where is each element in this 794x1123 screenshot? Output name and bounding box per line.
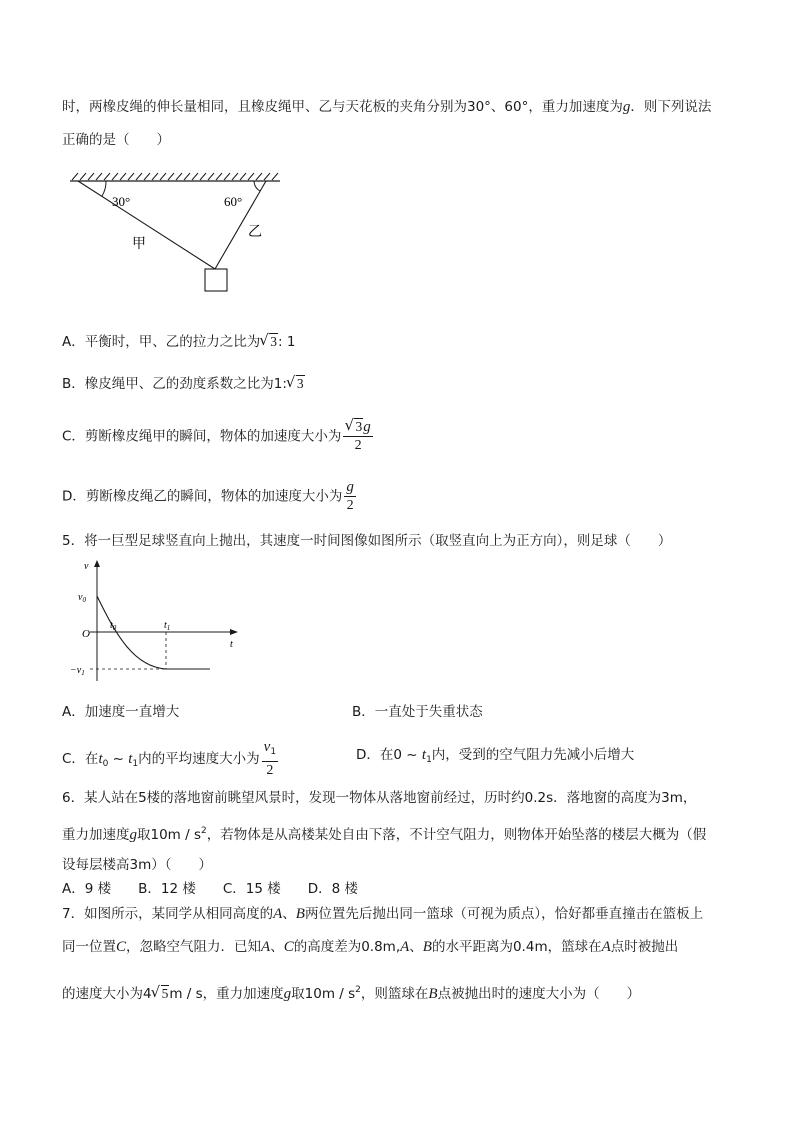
rope-yi-label: 乙 — [248, 224, 262, 240]
svg-text:−v1: $-v_1$ — [70, 665, 85, 677]
q4-option-b: B．橡皮绳甲、乙的劲度系数之比为1:√ 3 — [62, 375, 305, 393]
q7-line-1: 7．如图所示，某同学从相同高度的A、B两位置先后抛出同一篮球（可视为质点），恰好都垂直撞击在篮板上 — [62, 906, 704, 922]
svg-text:t1: $t_1$ — [164, 620, 171, 632]
q6-line-3: 设每层楼高3m）（ ） — [62, 857, 212, 873]
q5-stem: 5．将一巨型足球竖直向上抛出，其速度一时间图像如图所示（取竖直向上为正方向），则足球（ ） — [62, 533, 672, 549]
svg-text:v0: $v_0$ — [78, 592, 86, 604]
q5-option-d: D．在0 ~ $t_1$内，受到的空气阻力先减小后增大 — [356, 747, 635, 765]
svg-text:t: t — [230, 639, 233, 650]
q5-option-c: C．在$t_0$ ~ $t_1$内的平均速度大小为 $\frac{v_1}{2}$ — [62, 739, 277, 778]
q5-option-b: B．一直处于失重状态 — [352, 704, 483, 720]
q4-option-a: A．平衡时，甲、乙的拉力之比为√ 3: 1 — [62, 333, 295, 351]
q6-line-1: 6．某人站在5楼的落地窗前眺望风景时，发现一物体从落地窗前经过，历时约0.2s．落地窗的高度为3m， — [62, 790, 697, 806]
svg-text:v: v — [84, 561, 89, 572]
intro-line-1: 时，两橡皮绳的伸长量相同，且橡皮绳甲、乙与天花板的夹角分别为30°、60°，重力加速度为g．则下列说法 — [62, 99, 712, 115]
velocity-time-graph — [64, 557, 244, 685]
q5-option-a: A．加速度一直增大 — [62, 704, 180, 720]
svg-text:t0: $t_0$ — [110, 620, 117, 632]
q4-option-c: C．剪断橡皮绳甲的瞬间，物体的加速度大小为 √ $\frac{3g}{2}$ — [62, 418, 375, 455]
q6-options: A．9 楼 B．12 楼 C．15 楼 D．8 楼 — [62, 881, 359, 897]
q6-line-2: 重力加速度g取$10m / s^2$，若物体是从高楼某处自由下落，不计空气阻力，则物体开始坠落的楼层大概为（假 — [62, 826, 707, 843]
angle-30-label: 30° — [112, 194, 131, 209]
hanging-block — [205, 269, 227, 291]
rope-jia — [78, 181, 215, 269]
rope-diagram — [66, 172, 286, 298]
q7-line-3: 的速度大小为4√ 5m / s，重力加速度g取$10m / s^2$，则篮球在B点被抛出时的速度大小为（ ） — [62, 981, 640, 1003]
q7-line-2: 同一位置C，忽略空气阻力．已知A、C的高度差为0.8m,A、B的水平距离为0.4m，篮球在A点时被抛出 — [62, 939, 679, 955]
intro-line-2: 正确的是（ ） — [62, 132, 170, 148]
svg-text:O: O — [82, 628, 90, 640]
q4-option-d: D．剪断橡皮绳乙的瞬间，物体的加速度大小为 $\frac{g}{2}$ — [62, 479, 354, 513]
rope-jia-label: 甲 — [132, 236, 146, 252]
angle-60-label: 60° — [224, 194, 243, 209]
